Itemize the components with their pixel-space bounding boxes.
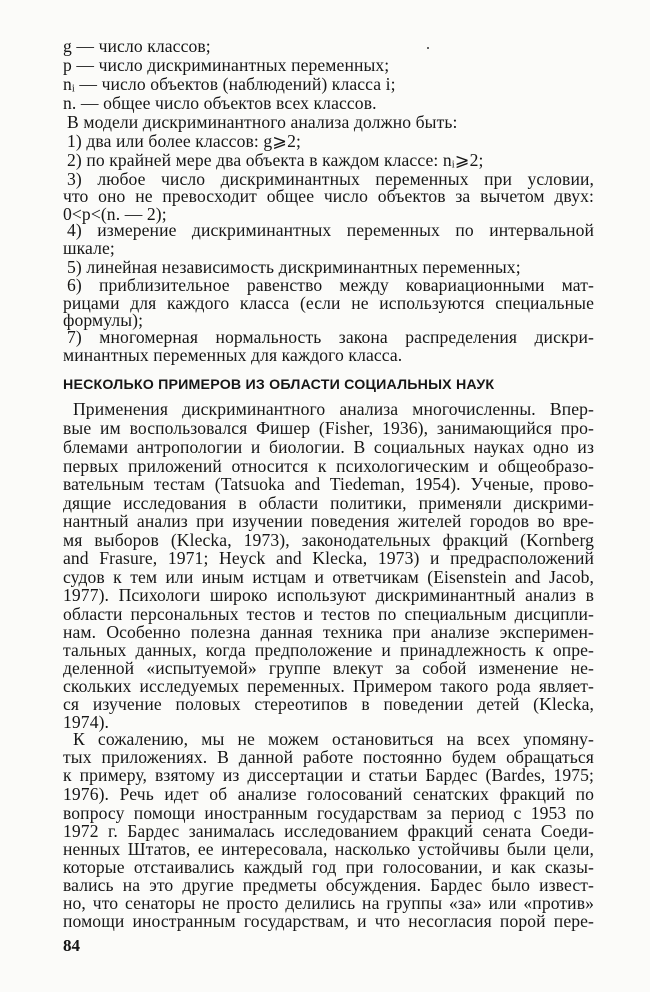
paragraph-1-line: блемами антропологии и биологии. В социальных науках одно из	[63, 437, 594, 457]
paragraph-2-line: к примеру, взятому из диссертации и статьи Бардес (Bardes, 1975;	[63, 765, 594, 785]
requirement-5: 5) линейная независимость дискриминантных переменных;	[67, 257, 521, 277]
requirement-7-line-1: 7) многомерная нормальность закона распределения дискри-	[67, 327, 594, 347]
requirements-intro: В модели дискриминантного анализа должно быть:	[67, 112, 458, 132]
paragraph-1-line: области персональных тестов и тестов по специальным дисципли-	[63, 604, 594, 624]
paragraph-1-line: ся изучение половых стереотипов в поведении детей (Klecka,	[63, 694, 594, 714]
requirement-4-line-2: шкале;	[63, 238, 115, 258]
definition-p: p — число дискриминантных переменных;	[63, 55, 390, 75]
requirement-7-line-2: минантных переменных для каждого класса.	[63, 345, 403, 365]
paragraph-1-line: судов к тем или иным истцам и ответчикам (Eisenstein and Jacob,	[63, 567, 594, 587]
paragraph-1-line: дящие исследования в области политики, применяли дискрими-	[63, 493, 594, 513]
requirement-6-line-2: рицами для каждого класса (если не используются специальные	[63, 293, 594, 313]
requirement-6-line-1: 6) приблизительное равенство между ковариационными мат-	[67, 275, 594, 295]
paragraph-1-line: нам. Особенно полезна данная техника при анализе эксперимен-	[63, 622, 594, 642]
requirement-3-line-3: 0<p<(n. — 2);	[63, 204, 167, 224]
paragraph-2-line: но, что сенаторы не просто делились на группы «за» или «против»	[63, 893, 594, 913]
paragraph-1-line: мя выборов (Klecka, 1973), законодательных фракций (Kornberg	[63, 530, 594, 550]
definition-n: n. — общее число объектов всех классов.	[63, 93, 377, 113]
requirement-3-line-1: 3) любое число дискриминантных переменных при условии,	[67, 169, 594, 189]
paragraph-1-line: Применения дискриминантного анализа многочисленны. Впер-	[73, 399, 594, 419]
paragraph-2-line: вались на это другие предметы обсуждения. Бардес было извест-	[63, 875, 594, 895]
definition-g: g — число классов;	[63, 36, 211, 56]
paragraph-1-line: вые им воспользовался Фишер (Fisher, 1936), занимающийся про-	[63, 418, 594, 438]
requirement-6-line-3: формулы);	[63, 310, 144, 330]
paragraph-2-line: тых приложениях. В данной работе постоянно будем обращаться	[63, 747, 594, 767]
requirement-3-line-2: что оно не превосходит общее число объектов за вычетом двух:	[63, 186, 594, 206]
definition-ni: nᵢ — число объектов (наблюдений) класса i;	[63, 74, 396, 94]
requirement-1: 1) два или более классов: g⩾2;	[67, 131, 301, 151]
paragraph-1-line: and Frasure, 1971; Heyck and Klecka, 1973) и предрасположений	[63, 548, 594, 568]
requirement-2: 2) по крайней мере два объекта в каждом классе: nᵢ⩾2;	[67, 150, 484, 170]
paragraph-1-line: 1977). Психологи широко используют дискриминантный анализ в	[63, 585, 594, 605]
paragraph-1-line: тальных данных, когда предположение и принадлежность к опре-	[63, 640, 594, 660]
requirement-4-line-1: 4) измерение дискриминантных переменных по интервальной	[67, 220, 594, 240]
paragraph-2-line: вопросу помощи иностранным государствам за период с 1953 по	[63, 803, 594, 823]
paragraph-2-line: К сожалению, мы не можем остановиться на всех упомяну-	[73, 729, 594, 749]
paragraph-1-line: деленной «испытуемой» группе влекут за собой изменение не-	[63, 658, 594, 678]
paragraph-2-line: 1976). Речь идет об анализе голосований сенатских фракций по	[63, 784, 594, 804]
paragraph-2-line: помощи иностранным государствам, и что несогласия порой пере-	[63, 911, 594, 931]
paragraph-2-line: которые отстаивались каждый год при голосовании, и как сказы-	[63, 857, 594, 877]
paragraph-2-line: 1972 г. Бардес занималась исследованием фракций сената Соеди-	[63, 821, 594, 841]
paragraph-1-line: скольких исследуемых переменных. Примером такого рода являет-	[63, 676, 594, 696]
paragraph-1-line: нантный анализ при изучении поведения жителей городов во вре-	[63, 511, 594, 531]
paragraph-1-line: первых приложений относится к психологическим и общеобразо-	[63, 456, 594, 476]
paragraph-2-line: ненных Штатов, ее интересовала, насколько устойчивы были цели,	[63, 839, 594, 859]
page-number: 84	[63, 936, 80, 955]
section-heading: НЕСКОЛЬКО ПРИМЕРОВ ИЗ ОБЛАСТИ СОЦИАЛЬНЫХ НАУК	[63, 377, 495, 393]
paragraph-1-line: вательным тестам (Tatsuoka and Tiedeman, 1954). Ученые, прово-	[63, 474, 594, 494]
paragraph-1-line: 1974).	[63, 712, 110, 732]
